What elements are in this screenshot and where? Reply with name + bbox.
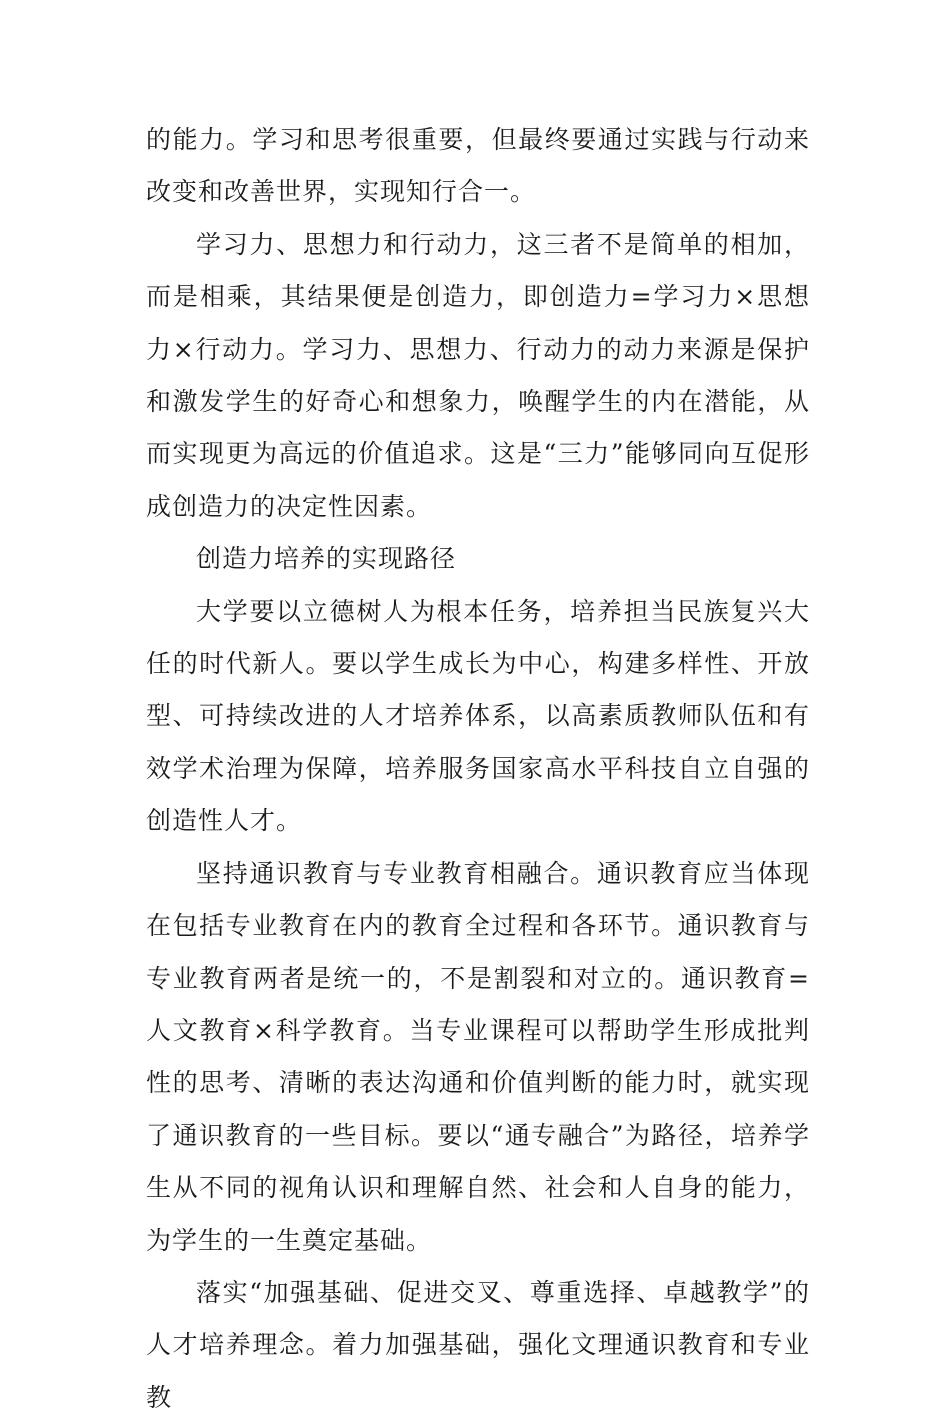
paragraph-continuation: 的能力。学习和思考很重要，但最终要通过实践与行动来改变和改善世界，实现知行合一。: [146, 125, 810, 207]
paragraph-university-mission: 大学要以立德树人为根本任务，培养担当民族复兴大任的时代新人。要以学生成长为中心，构建多样性、开放型、可持续改进的人才培养体系，以高素质教师队伍和有效学术治理为保障，培养服务国家高水平科技自立自强的创造性人才。: [146, 596, 810, 836]
section-heading: 创造力培养的实现路径: [196, 544, 457, 574]
document-body: [146, 114, 810, 1424]
paragraph-three-forces: 学习力、思想力和行动力，这三者不是简单的相加，而是相乘，其结果便是创造力，即创造力=学习力×思想力×行动力。学习力、思想力、行动力的动力来源是保护和激发学生的好奇心和想象力，唤醒学生的内在潜能，从而实现更为高远的价值追求。这是“三力”能够同向互促形成创造力的决定性因素。: [146, 229, 810, 521]
paragraph-general-education: 坚持通识教育与专业教育相融合。通识教育应当体现在包括专业教育在内的教育全过程和各环节。通识教育与专业教育两者是统一的，不是割裂和对立的。通识教育=人文教育×科学教育。当专业课程可以帮助学生形成批判性的思考、清晰的表达沟通和价值判断的能力时，就实现了通识教育的一些目标。要以“通专融合”为路径，培养学生从不同的视角认识和理解自然、社会和人自身的能力，为学生的一生奠定基础。: [146, 858, 810, 1255]
paragraph-training-philosophy: 落实“加强基础、促进交叉、尊重选择、卓越教学”的人才培养理念。着力加强基础，强化文理通识教育和专业教: [146, 1277, 810, 1412]
